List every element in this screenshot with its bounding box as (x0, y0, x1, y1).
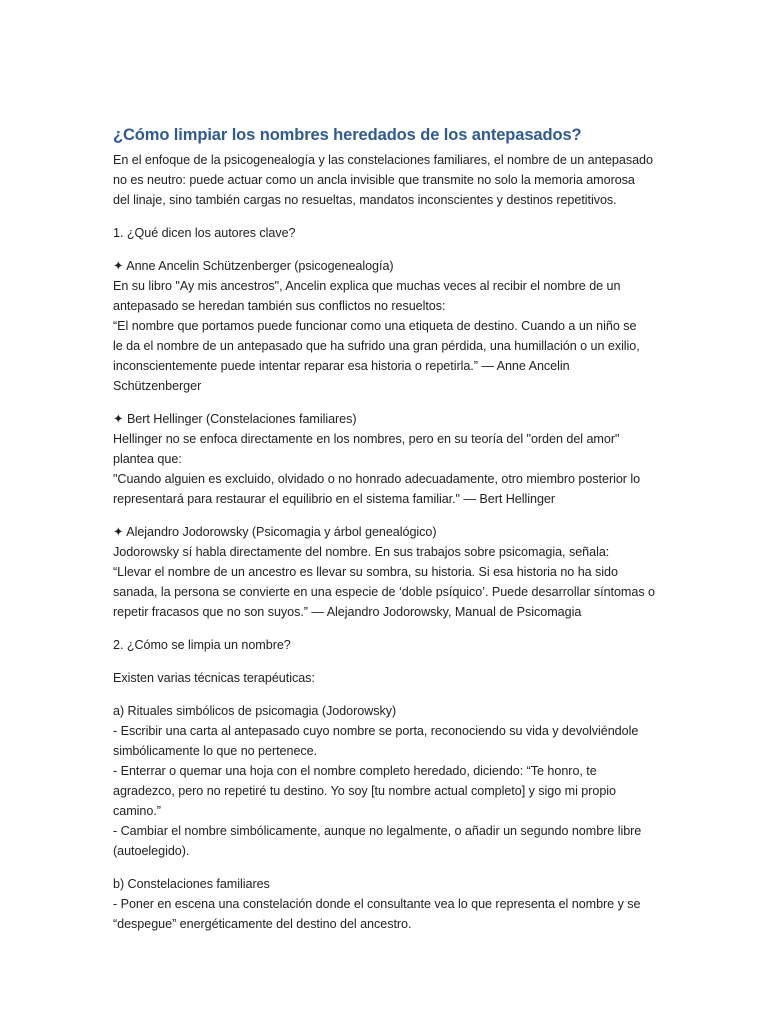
quote-line: repetir fracasos que no son suyos.” — Alejandro Jodorowsky, Manual de Psicomagia (113, 605, 582, 619)
intro-paragraph (113, 150, 661, 210)
list-item: - Escribir una carta al antepasado cuyo nombre se porta, reconociendo su vida y devolviéndole (113, 724, 639, 738)
text-line: En el enfoque de la psicogenealogía y las constelaciones familiares, el nombre de un antepasado (113, 153, 653, 167)
list-item: (autoelegido). (113, 844, 190, 858)
document-page (113, 124, 661, 934)
text-line: Jodorowsky sí habla directamente del nombre. En sus trabajos sobre psicomagia, señala: (113, 545, 610, 559)
author-heading: ✦ Anne Ancelin Schützenberger (psicogenealogía) (113, 259, 394, 273)
jodorowsky-paragraph (113, 522, 661, 622)
quote-line: "Cuando alguien es excluido, olvidado o no honrado adecuadamente, otro miembro posterior lo (113, 472, 641, 486)
document-title: ¿Cómo limpiar los nombres heredados de los antepasados? (113, 126, 582, 144)
list-item: simbólicamente lo que no pertenece. (113, 744, 318, 758)
text-line: En su libro "Ay mis ancestros", Ancelin explica que muchas veces al recibir el nombre de un (113, 279, 621, 293)
quote-line: le da el nombre de un antepasado que ha sufrido una gran pérdida, una humillación o un exilio, (113, 339, 640, 353)
quote-line: “Llevar el nombre de un ancestro es llevar su sombra, su historia. Si esa historia no ha sido (113, 565, 618, 579)
text-line: Hellinger no se enfoca directamente en los nombres, pero en su teoría del "orden del amor" (113, 432, 620, 446)
constellations-paragraph (113, 874, 661, 934)
section-2-heading: 2. ¿Cómo se limpia un nombre? (113, 638, 291, 652)
schutzenberger-paragraph (113, 256, 661, 396)
section-1-heading: 1. ¿Qué dicen los autores clave? (113, 226, 296, 240)
list-item: - Enterrar o quemar una hoja con el nombre completo heredado, diciendo: “Te honro, te (113, 764, 597, 778)
quote-line: sanada, la persona se convierte en una especie de ‘doble psíquico’. Puede desarrollar síntomas o (113, 585, 655, 599)
list-item: - Cambiar el nombre simbólicamente, aunque no legalmente, o añadir un segundo nombre libre (113, 824, 642, 838)
text-line: no es neutro: puede actuar como un ancla invisible que transmite no solo la memoria amorosa (113, 173, 635, 187)
rituals-paragraph (113, 701, 661, 861)
subheading: b) Constelaciones familiares (113, 877, 270, 891)
text-line: antepasado se heredan también sus conflictos no resueltos: (113, 299, 446, 313)
list-item: agradezco, pero no repetiré tu destino. Yo soy [tu nombre actual completo] y sigo mi propio (113, 784, 616, 798)
quote-line: Schützenberger (113, 379, 202, 393)
list-item: “despegue” energéticamente del destino del ancestro. (113, 917, 412, 931)
quote-line: “El nombre que portamos puede funcionar como una etiqueta de destino. Cuando a un niño se (113, 319, 637, 333)
hellinger-paragraph (113, 409, 661, 509)
author-heading: ✦ Bert Hellinger (Constelaciones familiares) (113, 412, 357, 426)
subheading: a) Rituales simbólicos de psicomagia (Jodorowsky) (113, 704, 397, 718)
text-line: del linaje, sino también cargas no resueltas, mandatos inconscientes y destinos repetitivos. (113, 193, 617, 207)
text-line: plantea que: (113, 452, 182, 466)
author-heading: ✦ Alejandro Jodorowsky (Psicomagia y árbol genealógico) (113, 525, 437, 539)
quote-line: representará para restaurar el equilibrio en el sistema familiar." — Bert Hellinger (113, 492, 556, 506)
list-item: camino.” (113, 804, 161, 818)
quote-line: inconscientemente puede intentar reparar esa historia o repetirla.” — Anne Ancelin (113, 359, 570, 373)
techniques-intro: Existen varias técnicas terapéuticas: (113, 671, 315, 685)
list-item: - Poner en escena una constelación donde el consultante vea lo que representa el nombre y se (113, 897, 641, 911)
